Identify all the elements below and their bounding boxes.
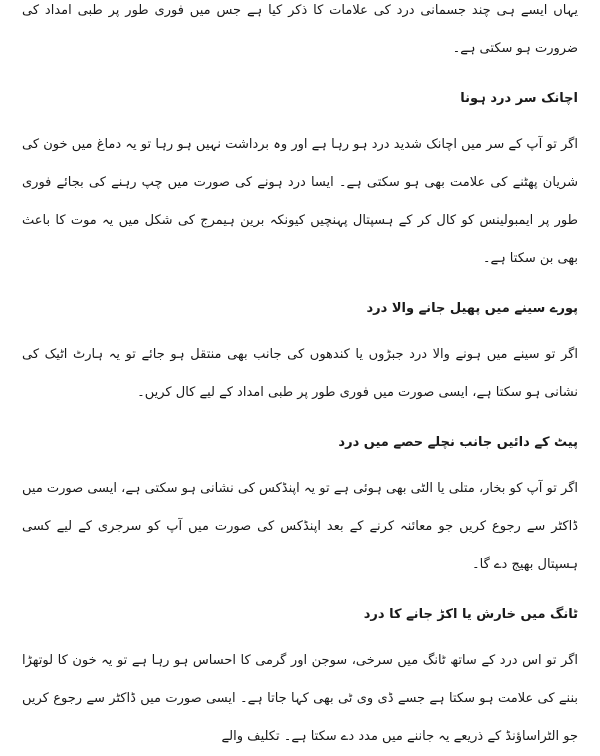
heading-chest-pain: پورے سینے میں پھیل جانے والا درد bbox=[366, 301, 578, 316]
heading-leg-pain: ٹانگ میں خارش یا اکڑ جانے کا درد bbox=[363, 607, 578, 622]
paragraph-sudden-headache: اگر تو آپ کے سر میں اچانک شدید درد ہو رہا ہے اور وہ برداشت نہیں ہو رہا تو یہ دماغ میں خون کی شریان پھٹنے کی علامت بھی ہو سکتی ہے۔ ایسا درد ہونے کی صورت میں چپ رہنے کی بجائے فوری طور پر ایمبولینس کو کال کر کے ہسپتال پہنچیں کیونکہ برین ہیمرج کی شکل میں یہ موت کا باعث بھی بن سکتا ہے۔ bbox=[22, 137, 578, 266]
paragraph-chest-pain: اگر تو سینے میں ہونے والا درد جبڑوں یا کندھوں کی جانب بھی منتقل ہو جائے تو یہ ہارٹ اٹیک کی نشانی ہو سکتا ہے، ایسی صورت میں فوری طور پر طبی امداد کے لیے کال کریں۔ bbox=[22, 347, 578, 400]
heading-sudden-headache: اچانک سر درد ہونا bbox=[460, 91, 578, 106]
paragraph-leg-pain: اگر تو اس درد کے ساتھ ٹانگ میں سرخی، سوجن اور گرمی کا احساس ہو رہا ہے تو یہ خون کا لوتھڑا بننے کی علامت ہو سکتا ہے جسے ڈی وی ٹی بھی کہا جاتا ہے۔ ایسی صورت میں ڈاکٹر سے رجوع کریں جو الٹراساؤنڈ کے ذریعے یہ جاننے میں مدد دے سکتا ہے۔ تکلیف والے bbox=[22, 653, 578, 744]
paragraph-abdominal-pain: اگر تو آپ کو بخار، متلی یا الٹی بھی ہوئی ہے تو یہ اپنڈکس کی نشانی ہو سکتی ہے، ایسی صورت میں ڈاکٹر سے رجوع کریں جو معائنہ کرنے کے بعد اپنڈکس کی صورت میں آپ کو سرجری کے لیے کسی ہسپتال بھیج دے گا۔ bbox=[22, 481, 578, 572]
article-body bbox=[22, 0, 578, 756]
heading-abdominal-pain: پیٹ کے دائیں جانب نچلے حصے میں درد bbox=[338, 435, 578, 450]
intro-paragraph: یہاں ایسے ہی چند جسمانی درد کی علامات کا ذکر کیا ہے جس میں فوری طور پر طبی امداد کی ضرورت ہو سکتی ہے۔ bbox=[22, 3, 578, 56]
